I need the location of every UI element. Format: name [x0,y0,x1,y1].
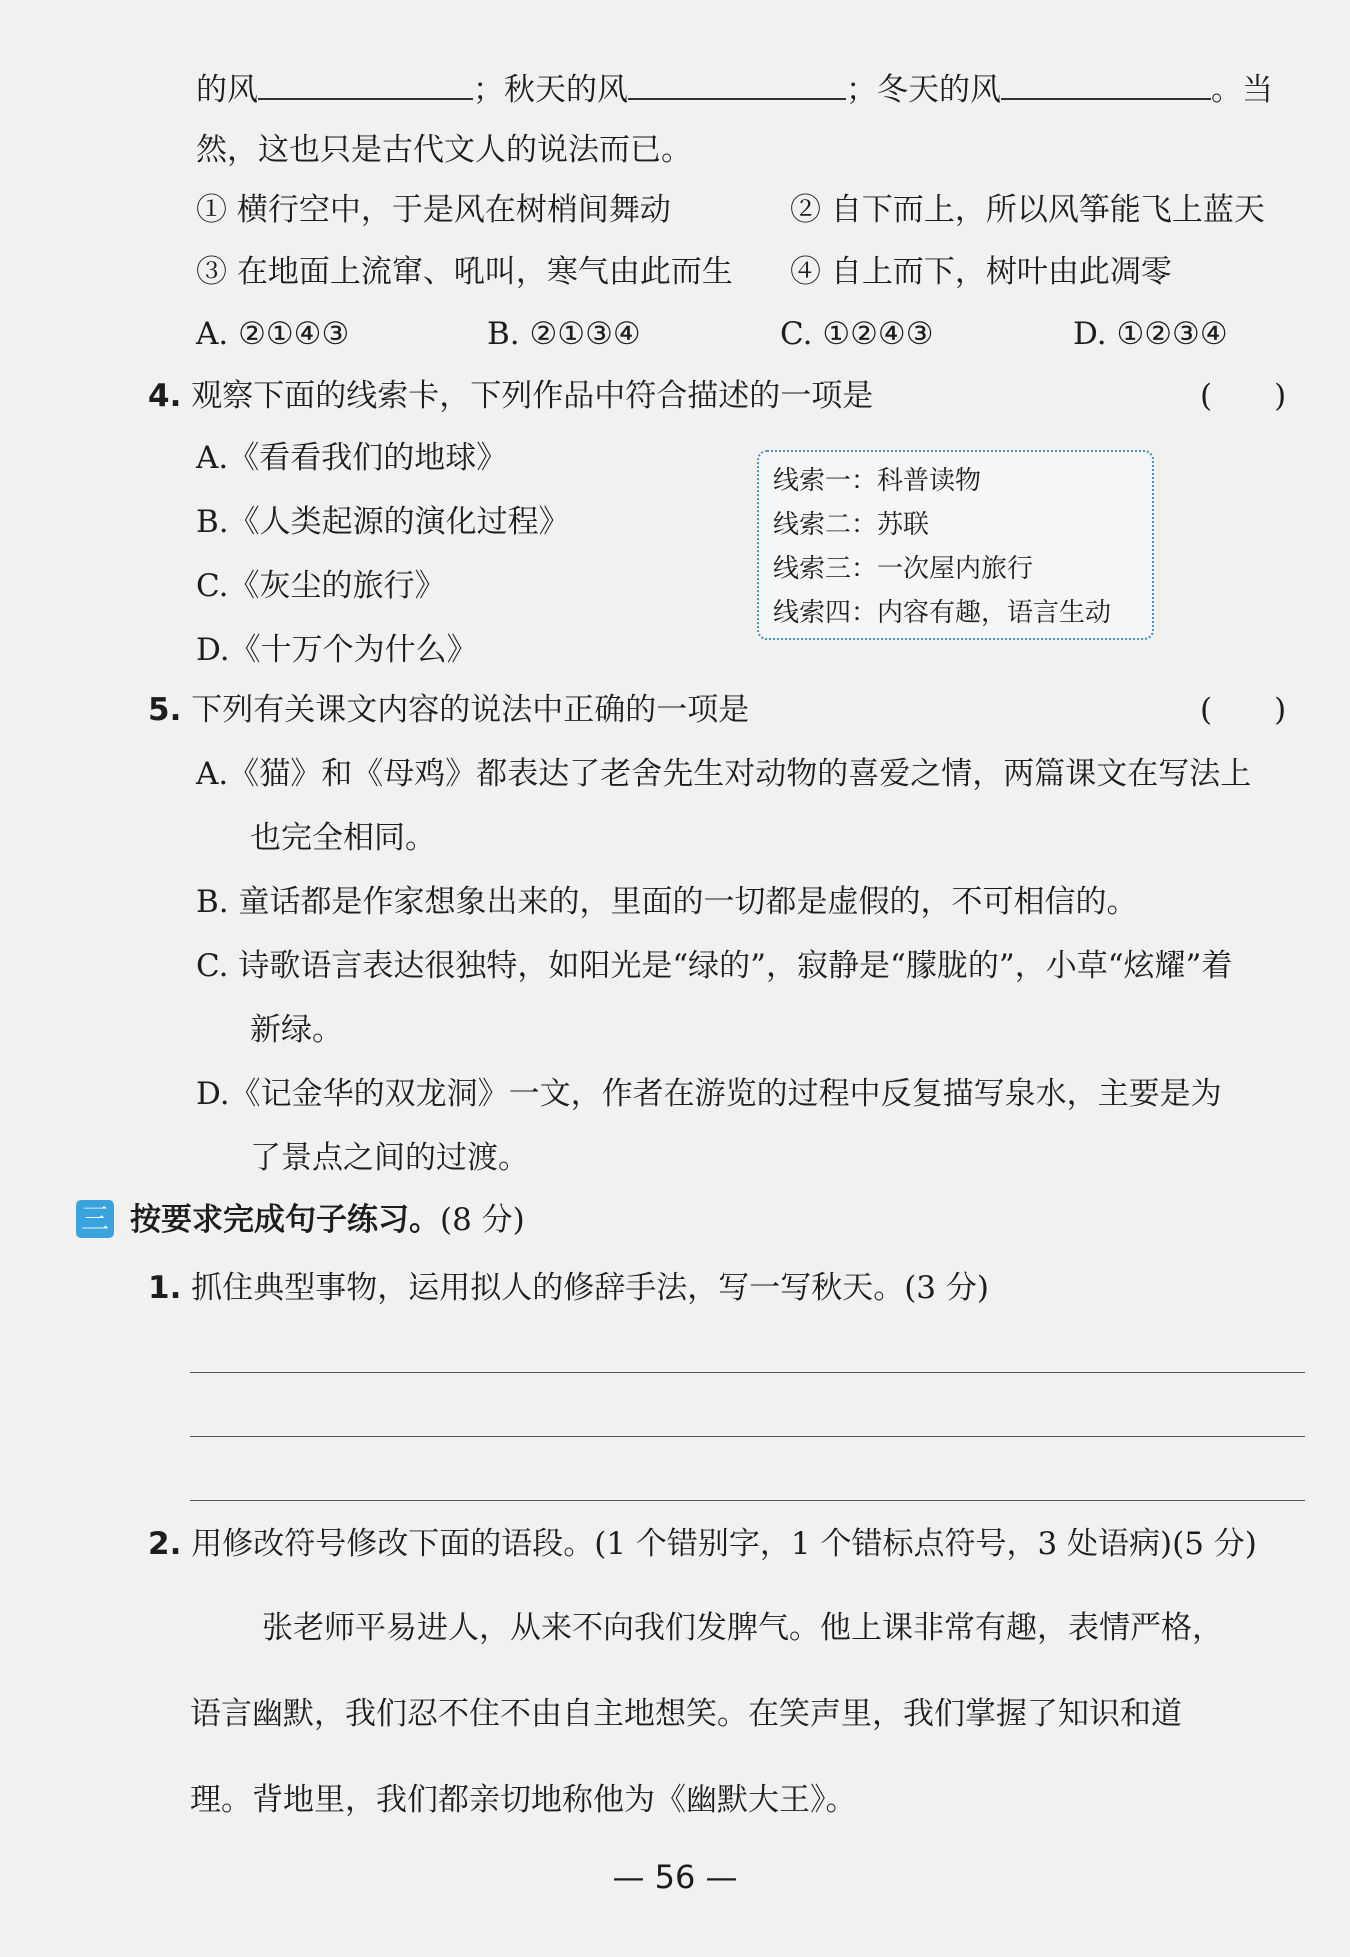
q3-fill-line [196,68,1273,110]
q3-text-b: ；秋天的风 [473,72,628,108]
s3-q1-line [148,1268,989,1308]
s3-q2-number: 2. [148,1526,182,1562]
answer-line[interactable] [190,1372,1305,1373]
q4-option-a[interactable]: A.《看看我们的地球》 [196,440,508,476]
q5-option-c[interactable]: C. 诗歌语言表达很独特，如阳光是“绿的”，寂静是“朦胧的”，小草“炫耀”着 [196,948,1233,984]
q5-stem-line [148,690,749,730]
q5-option-b[interactable]: B. 童话都是作家想象出来的，里面的一切都是虚假的，不可相信的。 [196,884,1138,920]
q4-option-d[interactable]: D.《十万个为什么》 [196,632,478,668]
q5-option-a[interactable]: A.《猫》和《母鸡》都表达了老舍先生对动物的喜爱之情，两篇课文在写法上 [196,756,1252,792]
s3-q1-number: 1. [148,1270,182,1306]
q5-option-d-cont: 了景点之间的过渡。 [250,1140,529,1176]
clue-1: 线索一：科普读物 [773,466,982,496]
q5-answer-paren[interactable]: ( ) [1200,692,1287,728]
q5-option-a-cont: 也完全相同。 [250,820,436,856]
q3-option-b[interactable]: B. ②①③④ [487,316,641,352]
answer-blank[interactable] [1001,68,1211,100]
s3-q2-text: 用修改符号修改下面的语段。(1 个错别字，1 个错标点符号，3 处语病)(5 分) [191,1526,1257,1562]
q3-text-a: 的风 [196,72,258,108]
answer-line[interactable] [190,1500,1305,1501]
clue-card [757,450,1154,640]
clue-2: 线索二：苏联 [773,510,930,540]
section-title-text: 按要求完成句子练习。 [130,1202,440,1238]
clue-4: 线索四：内容有趣，语言生动 [773,598,1112,628]
q4-option-b[interactable]: B.《人类起源的演化过程》 [196,504,570,540]
q3-option-a[interactable]: A. ②①④③ [196,316,350,352]
q5-stem: 下列有关课文内容的说法中正确的一项是 [191,692,750,728]
q3-option-c[interactable]: C. ①②④③ [780,316,934,352]
q4-answer-paren[interactable]: ( ) [1200,378,1287,414]
q4-stem: 观察下面的线索卡，下列作品中符合描述的一项是 [191,378,874,414]
q3-option-d[interactable]: D. ①②③④ [1073,316,1228,352]
q5-option-d[interactable]: D.《记金华的双龙洞》一文，作者在游览的过程中反复描写泉水，主要是为 [196,1076,1222,1112]
s3-q2-line [148,1524,1257,1564]
section-badge: 三 [76,1200,114,1238]
q5-option-c-cont: 新绿。 [250,1012,343,1048]
s3-q1-text: 抓住典型事物，运用拟人的修辞手法，写一写秋天。(3 分) [191,1270,989,1306]
q4-option-c[interactable]: C.《灰尘的旅行》 [196,568,446,604]
s3-paragraph-line-1: 张老师平易进人，从来不向我们发脾气。他上课非常有趣，表情严格， [262,1610,1223,1646]
q3-item-3: ③ 在地面上流窜、吼叫，寒气由此而生 [196,254,733,290]
answer-line[interactable] [190,1436,1305,1437]
section-score: (8 分) [440,1202,525,1238]
q3-item-4: ④ 自上而下，树叶由此凋零 [790,254,1172,290]
q3-item-1: ① 横行空中，于是风在树梢间舞动 [196,192,671,228]
answer-blank[interactable] [258,68,473,100]
answer-blank[interactable] [628,68,846,100]
clue-3: 线索三：一次屋内旅行 [773,554,1034,584]
q4-number: 4. [148,378,182,414]
q4-stem-line [148,376,873,416]
s3-paragraph-line-3: 理。背地里，我们都亲切地称他为《幽默大王》。 [190,1782,857,1818]
section-title [130,1200,525,1240]
s3-paragraph-line-2: 语言幽默，我们忍不住不由自主地想笑。在笑声里，我们掌握了知识和道 [190,1696,1182,1732]
page-number: — 56 — [612,1858,738,1896]
q5-number: 5. [148,692,182,728]
q3-text-c: ；冬天的风 [846,72,1001,108]
q3-item-2: ② 自下而上，所以风筝能飞上蓝天 [790,192,1265,228]
q3-line2: 然，这也只是古代文人的说法而已。 [196,132,692,168]
q3-text-d: 。当 [1211,72,1273,108]
